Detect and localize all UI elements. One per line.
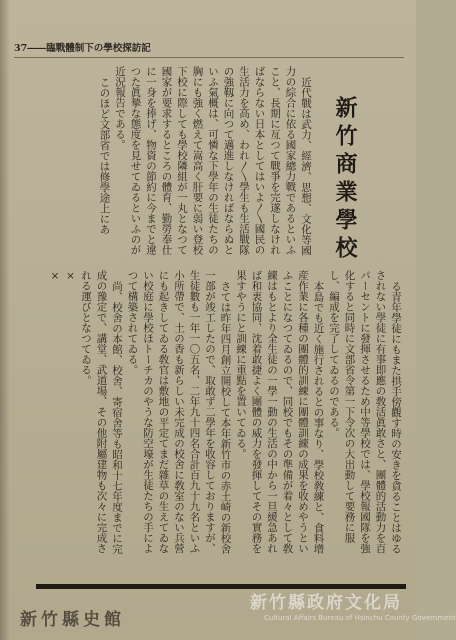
paragraph: 尚、校舍の本館、校舍、寄宿舍等も昭和十七年度までに完成の豫定で、講堂、武道場、その他附屬建物も次々に完成される運びとなつてゐる。 xyxy=(80,270,123,554)
paragraph: 近代戰は武力、經濟、思想、文化等國力の綜合に依る國家總力戰であるといふこと、長期に亙つて戰爭を完遂しなければならない日本としてはいよ〳〵國民の生活力を高め、われ〳〵學生も生活戰隊の強靱に向つて邁進しなければならぬといふ氣概は、可憐な下學年の生徒たちの胸にも強く燃えて嵩高く肝要に弱い登校下校に際しても學校隣組が一丸となつて國家が要求するところの體育、勤勞奉仕に一身を捧げ、物資の節約に今までと違つた眞摯な態度を見せてゐるといふのが近況報告である。 xyxy=(114,66,312,255)
watermark-chinese: 新竹縣政府文化局 xyxy=(250,593,402,613)
upper-article-text xyxy=(18,66,313,264)
lower-article-text xyxy=(18,270,403,560)
paragraph: る青年學徒にもまた拱手傍觀す時の安きを貪ることはゆるされない學徒に有事即應の敎活眞敢さと、團體的活動力を百パーセントに發揮させるため中等學校では、學校報國隊を強化すると同時に文部省令第一下令次の大出動して要務に服し、編成を完了してゐるのである。 xyxy=(328,270,402,554)
paragraph: さては昨年四月創立開校して本年新竹市の赤土崎の新校舍一部が竣工したので、取敢ず二學年を收容しておりますが、生徒數も一年一〇五名、二年九十四名合計百九十九名といふ小所帶で、土の香も新らしい未完成の校舍に敎室のない兵營にも起きしてゐる敎官は敷地の平定てまだ雜草の生えてゐない校庭に學校ほトーチカのやうな防空壕が生徒たちの手によつて構築されてゐる。 xyxy=(126,270,232,554)
margin-mark: × xyxy=(64,270,77,282)
scan-edge-shadow xyxy=(0,0,10,640)
page-header: 37――臨戰體制下の學校探訪記 xyxy=(14,43,151,54)
header-rule xyxy=(14,57,404,58)
watermark-english: Cultural Affairs Bureau of Hsinchu County Government xyxy=(264,614,456,622)
margin-mark: × xyxy=(49,270,61,282)
paragraph: このほど文部省では修學途上にあ xyxy=(98,76,111,234)
archive-watermark xyxy=(250,592,456,636)
article-title: 新竹商業學校 xyxy=(332,96,358,264)
footer-bar xyxy=(36,584,406,589)
archive-stamp-left: 新竹縣史館 xyxy=(20,610,125,630)
paragraph: 本島でも近く施行されるとの事なり、學校敎練と、食料增産作業に各種の團體的訓練に團體訓練の成果を收めやうといふことになつてゐるので、同校でもその準備が着々として敎練はもとより全生徒の一學一動の生活の中から一旦緩急あれば和衷協同、沈着敢捷よく團體の威力を發揮してその實務を果すやうにと訓練に重點を置いてゐる。 xyxy=(235,270,325,554)
